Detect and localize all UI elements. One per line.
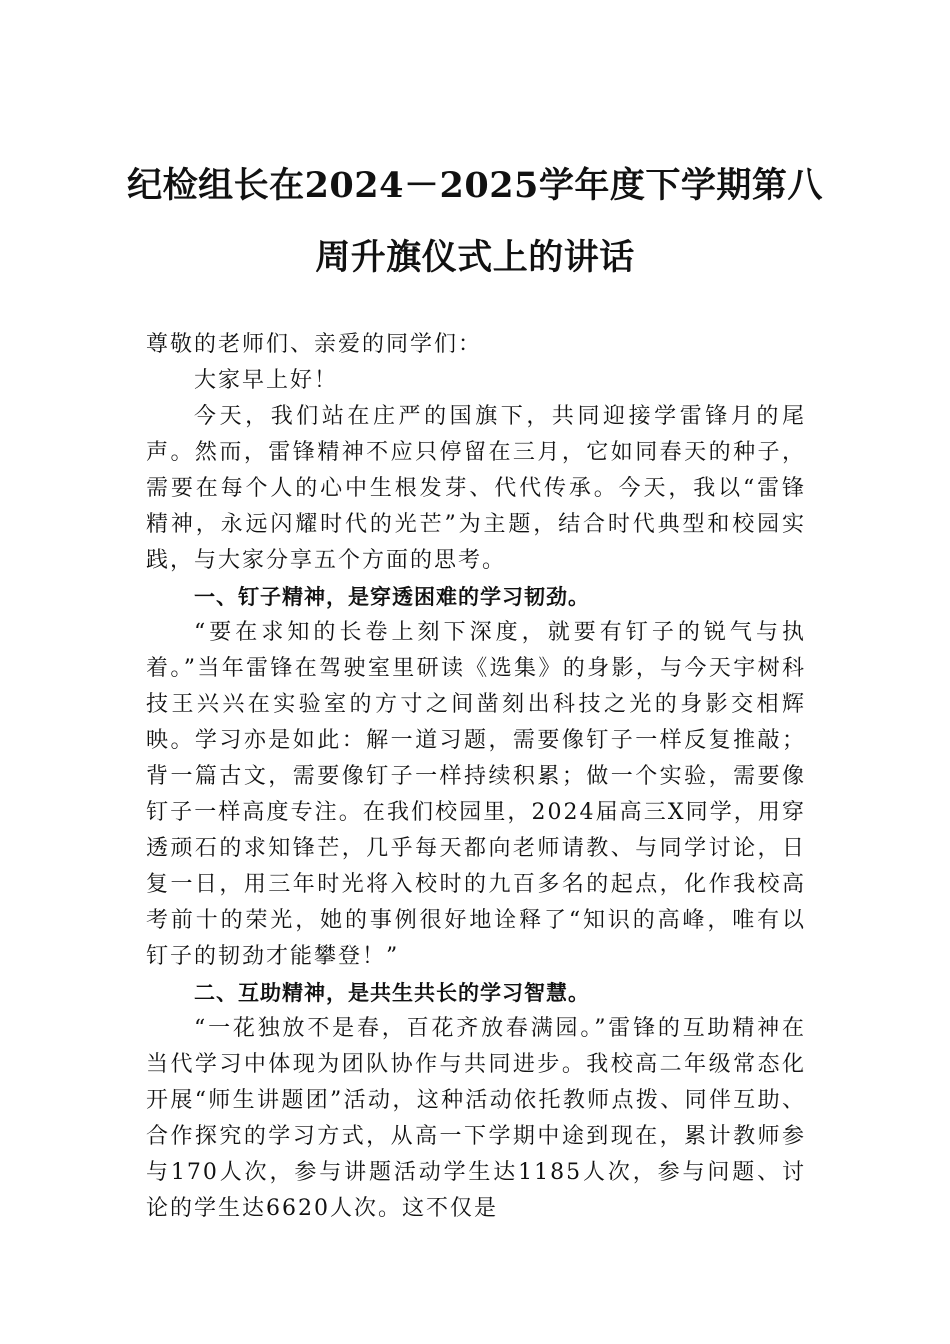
section-1-heading: 一、钉子精神，是穿透困难的学习韧劲。 — [194, 585, 590, 609]
greeting: 大家早上好！ — [194, 368, 339, 393]
title-line-2: 周升旗仪式上的讲话 — [315, 237, 635, 278]
section-1-paragraph: “要在求知的长卷上刻下深度，就要有钉子的锐气与执着。”当年雷锋在驾驶室里研读《选集》的身影，与今天宇树科技王兴兴在实验室的方寸之间凿刻出科技之光的身影交相辉映。学习亦是如此：解一道习题，需要像钉子一样反复推敲；背一篇古文，需要像钉子一样持续积累；做一个实验，需要像钉子一样高度专注。在我们校园里，2024届高三X同学，用穿透顽石的求知锋芒，几乎每天都向老师请教、与同学讨论，日复一日，用三年时光将入校时的九百多名的起点，化作我校高考前十的荣光，她的事例很好地诠释了“知识的高峰，唯有以钉子的韧劲才能攀登！” — [146, 620, 806, 969]
document-title — [120, 150, 830, 294]
section-2-paragraph: “一花独放不是春，百花齐放春满园。”雷锋的互助精神在当代学习中体现为团队协作与共同进步。我校高二年级常态化开展“师生讲题团”活动，这种活动依托教师点拨、同伴互助、合作探究的学习方式，从高一下学期中途到现在，累计教师参与170人次，参与讲题活动学生达1185人次，参与问题、讨论的学生达6620人次。这不仅是 — [146, 1016, 806, 1221]
salutation: 尊敬的老师们、亲爱的同学们： — [146, 332, 483, 357]
title-line-1: 纪检组长在2024－2025学年度下学期第八 — [127, 165, 823, 206]
section-2-heading: 二、互助精神，是共生共长的学习智慧。 — [194, 981, 590, 1005]
intro-paragraph: 今天，我们站在庄严的国旗下，共同迎接学雷锋月的尾声。然而，雷锋精神不应只停留在三月，它如同春天的种子，需要在每个人的心中生根发芽、代代传承。今天，我以“雷锋精神，永远闪耀时代的光芒”为主题，结合时代典型和校园实践，与大家分享五个方面的思考。 — [146, 404, 806, 573]
document-body — [146, 327, 806, 1227]
